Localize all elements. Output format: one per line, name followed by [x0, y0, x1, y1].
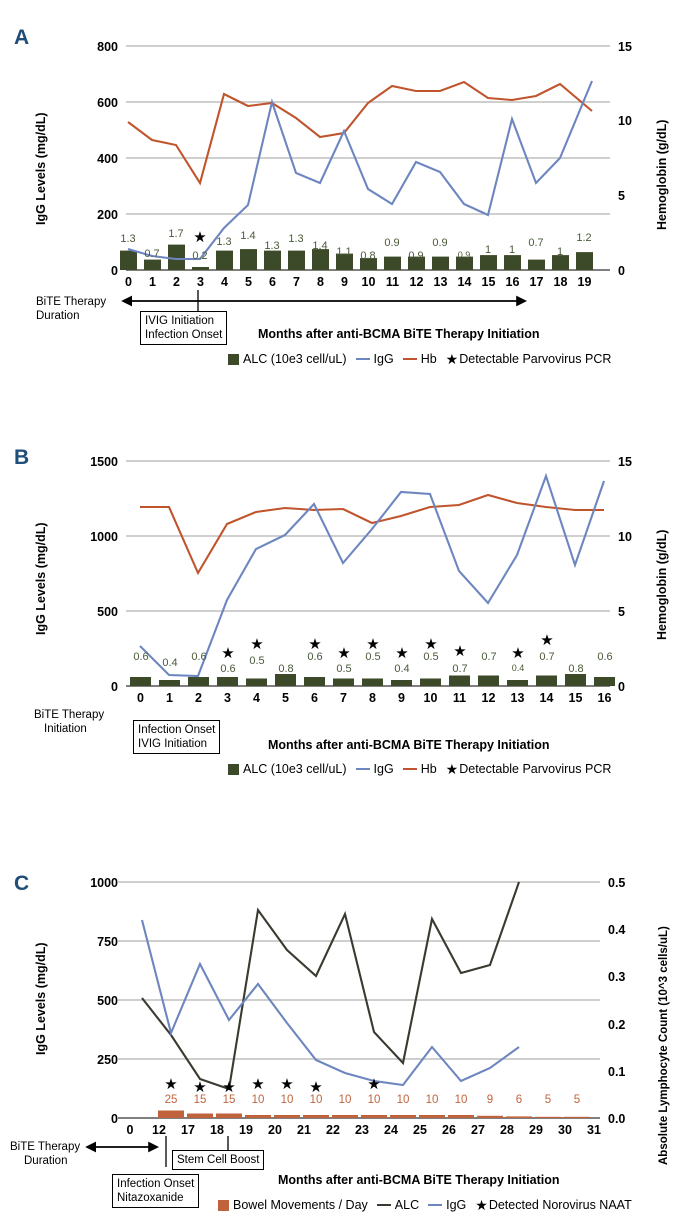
panel-c-bm-label-28: 9	[486, 1094, 494, 1106]
panel-a-xtick-14: 14	[457, 275, 472, 289]
panel-a-bar-label-17: 0.7	[528, 237, 544, 249]
panel-a-xtick-4: 4	[221, 275, 228, 289]
panel-c-annotation-line2: Nitazoxanide	[117, 1192, 184, 1204]
panel-c-legend-label-bowel: Bowel Movements / Day	[233, 1198, 368, 1212]
panel-c-bm-label-25: 10	[396, 1094, 410, 1106]
panel-a-y-right-title: Hemoglobin (g/dL)	[655, 119, 669, 230]
panel-a-xtick-6: 6	[269, 275, 276, 289]
star-swatch-icon: ★	[445, 761, 459, 777]
panel-a-xtick-2: 2	[173, 275, 180, 289]
panel-b-xtick-8: 8	[369, 691, 376, 705]
panel-c-legend-label-igg: IgG	[446, 1198, 467, 1212]
panel-b-bar-label-0: 0.6	[133, 651, 149, 663]
panel-b-legend-item-parvo	[446, 762, 612, 776]
panel-c-x-title: Months after anti-BCMA BiTE Therapy Initiation	[278, 1173, 560, 1187]
panel-c-star-marker-20: ★	[251, 1076, 265, 1093]
panel-c-xtick-0: 0	[126, 1123, 134, 1137]
panel-c-stem-annotation-text: Stem Cell Boost	[177, 1154, 260, 1166]
panel-a-legend-label-parvo: Detectable Parvovirus PCR	[459, 352, 612, 366]
panel-b	[0, 420, 676, 800]
panel-a-bar-label-3: 0.2	[192, 250, 208, 262]
panel-b-ytickR-0: 0	[618, 680, 625, 694]
panel-a-bar-label-0: 1.3	[120, 233, 136, 245]
panel-a-bar-label-9: 1.1	[336, 246, 352, 258]
panel-c-xtick-27: 27	[471, 1123, 485, 1137]
panel-c-bm-label-23: 10	[338, 1094, 352, 1106]
panel-c-xtick-24: 24	[384, 1123, 398, 1137]
alc-swatch-icon	[228, 354, 239, 365]
panel-a-xtick-10: 10	[361, 275, 376, 289]
panel-c-star-marker-21: ★	[280, 1076, 294, 1093]
panel-a-annotation-line1: IVIG Initiation	[145, 315, 215, 327]
panel-b-ytick-2: 1000	[90, 530, 118, 544]
panel-a-annotation-box	[140, 311, 227, 345]
panel-c-ytick-0: 0	[111, 1112, 118, 1126]
panel-a-xtick-17: 17	[529, 275, 544, 289]
panel-b-bar-label-8: 0.5	[365, 651, 381, 663]
panel-b-xtick-5: 5	[282, 691, 289, 705]
panel-c-bm-label-26: 10	[425, 1094, 439, 1106]
panel-b-legend-item-hb	[403, 762, 437, 776]
panel-c-ytick-2: 500	[97, 994, 118, 1008]
panel-a-xtick-12: 12	[409, 275, 424, 289]
panel-c-bm-label-21: 10	[280, 1094, 294, 1106]
panel-a-ytickR-0: 0	[618, 264, 625, 278]
panel-b-bar-label-9: 0.4	[394, 663, 410, 675]
panel-c-legend-item-igg	[428, 1198, 466, 1212]
panel-b-ytickR-1: 5	[618, 605, 625, 619]
panel-b-xtick-10: 10	[423, 691, 438, 705]
panel-b-legend	[228, 762, 611, 776]
panel-a-bar-label-5: 1.4	[240, 230, 256, 242]
hb-line-swatch-icon	[403, 768, 417, 771]
alc-line-swatch-icon	[377, 1204, 391, 1207]
panel-b-y-right-title: Hemoglobin (g/dL)	[655, 529, 669, 640]
panel-c-bm-label-17: 25	[164, 1094, 178, 1106]
panel-b-bar-label-5: 0.8	[278, 663, 294, 675]
panel-a-legend-item-hb	[403, 352, 437, 366]
panel-b-bar-label-3: 0.6	[220, 663, 236, 675]
panel-a-bar-label-13: 0.9	[432, 237, 448, 249]
panel-c-xtick-22: 22	[326, 1123, 340, 1137]
panel-b-legend-label-alc: ALC (10e3 cell/uL)	[243, 762, 347, 776]
panel-a	[0, 0, 676, 400]
panel-b-star-marker-9: ★	[395, 645, 409, 662]
panel-c-xtick-12: 12	[152, 1123, 166, 1137]
panel-a-bar-label-2: 1.7	[168, 228, 184, 240]
panel-c-xtick-23: 23	[355, 1123, 369, 1137]
panel-c-bm-label-24: 10	[367, 1094, 381, 1106]
panel-c-letter: C	[14, 872, 30, 895]
panel-c-legend-item-alc	[377, 1198, 419, 1212]
panel-c-xtick-25: 25	[413, 1123, 427, 1137]
panel-a-bar-label-18: 1	[556, 246, 564, 258]
panel-a-bar-label-16: 1	[508, 244, 516, 256]
panel-b-bar-label-11: 0.7	[452, 663, 468, 675]
panel-b-legend-item-igg	[356, 762, 394, 776]
panel-c-bm-label-30: 5	[544, 1094, 552, 1106]
panel-b-xtick-0: 0	[137, 691, 144, 705]
panel-a-ytickR-1: 5	[618, 189, 625, 203]
panel-b-legend-label-parvo: Detectable Parvovirus PCR	[459, 762, 612, 776]
panel-a-letter: A	[14, 26, 30, 49]
panel-b-xtick-7: 7	[340, 691, 347, 705]
panel-a-xtick-15: 15	[481, 275, 496, 289]
panel-c-legend-label-noro: Detected Norovirus NAAT	[488, 1198, 632, 1212]
panel-c-xtick-20: 20	[268, 1123, 282, 1137]
panel-c-stem-annotation-box	[172, 1150, 264, 1170]
panel-b-star-marker-11: ★	[453, 643, 467, 660]
panel-a-side-label-line1: BiTE Therapy	[36, 296, 107, 308]
panel-a-bar-label-14: 0.9	[457, 250, 471, 260]
panel-c-xtick-17: 17	[181, 1123, 195, 1137]
panel-c-legend-item-noro	[475, 1198, 631, 1212]
panel-a-bar-label-15: 1	[484, 244, 492, 256]
panel-a-xtick-13: 13	[433, 275, 448, 289]
panel-c-star-marker-17: ★	[164, 1076, 178, 1093]
panel-b-legend-label-hb: Hb	[420, 762, 437, 776]
panel-b-star-marker-3: ★	[221, 645, 235, 662]
hb-line-swatch-icon	[403, 358, 417, 361]
panel-b-xtick-15: 15	[568, 691, 583, 705]
panel-a-xtick-5: 5	[245, 275, 252, 289]
panel-b-xtick-12: 12	[481, 691, 496, 705]
panel-a-xtick-19: 19	[577, 275, 592, 289]
panel-b-xtick-16: 16	[597, 691, 612, 705]
panel-c-annotation-line1: Infection Onset	[117, 1178, 195, 1190]
panel-b-ytickR-3: 15	[618, 455, 632, 469]
panel-b-star-marker-8: ★	[366, 636, 380, 653]
panel-b-bar-label-4: 0.5	[249, 655, 265, 667]
igg-line-swatch-icon	[356, 768, 370, 771]
star-swatch-icon: ★	[445, 351, 459, 367]
panel-b-xtick-6: 6	[311, 691, 318, 705]
panel-a-xtick-9: 9	[341, 275, 348, 289]
panel-a-ytickR-3: 15	[618, 40, 632, 54]
panel-c-legend	[218, 1198, 632, 1212]
panel-a-annotation-line2: Infection Onset	[145, 329, 223, 341]
panel-b-ytick-3: 1500	[90, 455, 118, 469]
panel-a-ytick-3: 600	[97, 96, 118, 110]
panel-a-bar-label-12: 0.9	[408, 250, 424, 262]
panel-b-star-marker-10: ★	[424, 636, 438, 653]
panel-b-xtick-3: 3	[224, 691, 231, 705]
panel-b-xtick-9: 9	[398, 691, 405, 705]
panel-a-legend-label-alc: ALC (10e3 cell/uL)	[243, 352, 347, 366]
panel-c-bm-label-22: 10	[309, 1094, 323, 1106]
panel-a-legend-item-alc	[228, 352, 347, 366]
panel-b-bar-label-14: 0.7	[539, 651, 555, 663]
panel-a-bar-label-11: 0.9	[384, 237, 400, 249]
panel-c-xtick-29: 29	[529, 1123, 543, 1137]
panel-a-xtick-1: 1	[149, 275, 156, 289]
panel-a-ytick-4: 800	[97, 40, 118, 54]
panel-a-bar-label-19: 1.2	[576, 232, 592, 244]
panel-c-bm-label-29: 6	[515, 1094, 523, 1106]
panel-a-star-marker-3: ★	[193, 229, 207, 246]
panel-a-xtick-16: 16	[505, 275, 520, 289]
panel-b-bar-label-7: 0.5	[336, 663, 352, 675]
panel-c-bm-label-19: 15	[222, 1094, 236, 1106]
panel-c-xtick-30: 30	[558, 1123, 572, 1137]
panel-b-x-title: Months after anti-BCMA BiTE Therapy Initiation	[268, 738, 550, 752]
panel-c-bm-label-18: 15	[193, 1094, 207, 1106]
panel-c-bm-label-20: 10	[251, 1094, 265, 1106]
panel-b-ytick-1: 500	[97, 605, 118, 619]
igg-line-swatch-icon	[428, 1204, 442, 1207]
panel-c-ytickR-1: 0.1	[608, 1065, 626, 1079]
panel-c-xtick-28: 28	[500, 1123, 514, 1137]
panel-a-x-title: Months after anti-BCMA BiTE Therapy Initiation	[258, 327, 540, 341]
panel-c	[0, 840, 676, 1232]
panel-a-bar-label-6: 1.3	[264, 240, 280, 252]
panel-b-side-label-line2: Initiation	[44, 723, 87, 735]
panel-a-xtick-18: 18	[553, 275, 568, 289]
panel-a-legend-item-parvo	[446, 352, 612, 366]
panel-c-star-marker-19: ★	[222, 1079, 236, 1096]
panel-a-xtick-11: 11	[385, 275, 400, 289]
panel-c-side-label-line2: Duration	[24, 1155, 68, 1167]
panel-b-annotation-box	[133, 720, 220, 754]
panel-b-y-left-title: IgG Levels (mg/dL)	[34, 522, 48, 635]
panel-a-side-label-line2: Duration	[36, 310, 80, 322]
panel-b-bar-label-13: 0.4	[511, 663, 525, 673]
panel-b-xtick-2: 2	[195, 691, 202, 705]
panel-a-xtick-8: 8	[317, 275, 324, 289]
panel-b-bar-label-15: 0.8	[568, 663, 584, 675]
panel-c-bm-label-27: 10	[454, 1094, 468, 1106]
panel-c-ytickR-2: 0.2	[608, 1018, 626, 1032]
panel-b-ytick-0: 0	[111, 680, 118, 694]
panel-c-xtick-31: 31	[587, 1123, 601, 1137]
panel-a-y-left-title: IgG Levels (mg/dL)	[34, 112, 48, 225]
panel-b-star-marker-7: ★	[337, 645, 351, 662]
panel-a-xtick-3: 3	[197, 275, 204, 289]
panel-a-bar-label-10: 0.8	[360, 250, 376, 262]
panel-c-ytick-4: 1000	[90, 876, 118, 890]
bowel-swatch-icon	[218, 1200, 229, 1211]
igg-line-swatch-icon	[356, 358, 370, 361]
star-swatch-icon: ★	[475, 1197, 488, 1213]
panel-a-bar-label-8: 1.4	[312, 240, 328, 252]
panel-c-xtick-26: 26	[442, 1123, 456, 1137]
panel-a-xtick-0: 0	[125, 275, 132, 289]
panel-a-ytickR-2: 10	[618, 114, 632, 128]
panel-a-legend-label-igg: IgG	[373, 352, 394, 366]
panel-b-side-label-line1: BiTE Therapy	[34, 709, 105, 721]
panel-c-star-marker-24: ★	[367, 1076, 381, 1093]
panel-a-bar-label-1: 0.7	[144, 248, 160, 260]
panel-b-legend-label-igg: IgG	[373, 762, 394, 776]
panel-c-xtick-18: 18	[210, 1123, 224, 1137]
panel-b-annotation-line1: Infection Onset	[138, 724, 216, 736]
panel-a-ytick-1: 200	[97, 208, 118, 222]
panel-c-y-left-title: IgG Levels (mg/dL)	[34, 942, 48, 1055]
panel-b-bar-label-1: 0.4	[162, 657, 178, 669]
panel-c-star-marker-18: ★	[193, 1079, 207, 1096]
panel-c-ytickR-4: 0.4	[608, 923, 626, 937]
panel-a-ytick-2: 400	[97, 152, 118, 166]
panel-c-xtick-19: 19	[239, 1123, 253, 1137]
panel-b-letter: B	[14, 446, 30, 469]
panel-b-xtick-11: 11	[452, 691, 467, 705]
alc-swatch-icon	[228, 764, 239, 775]
panel-b-star-marker-13: ★	[511, 645, 525, 662]
panel-c-legend-label-alc: ALC	[394, 1198, 420, 1212]
panel-c-ytick-1: 250	[97, 1053, 118, 1067]
panel-a-bar-label-4: 1.3	[216, 236, 232, 248]
panel-c-bm-label-31: 5	[573, 1094, 581, 1106]
panel-c-annotation-box	[112, 1174, 199, 1208]
panel-b-xtick-13: 13	[510, 691, 525, 705]
panel-a-legend-item-igg	[356, 352, 394, 366]
panel-c-ytickR-5: 0.5	[608, 876, 626, 890]
panel-b-bar-label-2: 0.6	[191, 651, 207, 663]
panel-c-ytick-3: 750	[97, 935, 118, 949]
panel-b-bar-label-10: 0.5	[423, 651, 439, 663]
panel-b-annotation-line2: IVIG Initiation	[138, 738, 208, 750]
panel-c-star-marker-22: ★	[309, 1079, 323, 1096]
panel-b-legend-item-alc	[228, 762, 347, 776]
panel-b-star-marker-6: ★	[308, 636, 322, 653]
panel-b-ytickR-2: 10	[618, 530, 632, 544]
panel-b-star-marker-14: ★	[540, 632, 554, 649]
panel-c-ytickR-3: 0.3	[608, 970, 626, 984]
panel-b-bar-label-12: 0.7	[481, 651, 497, 663]
panel-b-xtick-1: 1	[166, 691, 173, 705]
panel-c-ytickR-0: 0.0	[608, 1112, 626, 1126]
panel-a-legend	[228, 352, 611, 366]
panel-b-bar-label-16: 0.6	[597, 651, 613, 663]
panel-b-xtick-4: 4	[253, 691, 260, 705]
panel-b-bar-label-6: 0.6	[307, 651, 323, 663]
panel-c-xtick-21: 21	[297, 1123, 311, 1137]
panel-a-legend-label-hb: Hb	[420, 352, 437, 366]
panel-c-side-label-line1: BiTE Therapy	[10, 1141, 81, 1153]
panel-b-xtick-14: 14	[539, 691, 554, 705]
panel-a-bar-label-7: 1.3	[288, 233, 304, 245]
panel-c-legend-item-bowel	[218, 1198, 368, 1212]
panel-c-y-right-title: Absolute Lymphocyte Count (10^3 cells/uL)	[658, 926, 670, 1165]
panel-a-ytick-0: 0	[111, 264, 118, 278]
panel-a-xtick-7: 7	[293, 275, 300, 289]
panel-b-star-marker-4: ★	[250, 636, 264, 653]
